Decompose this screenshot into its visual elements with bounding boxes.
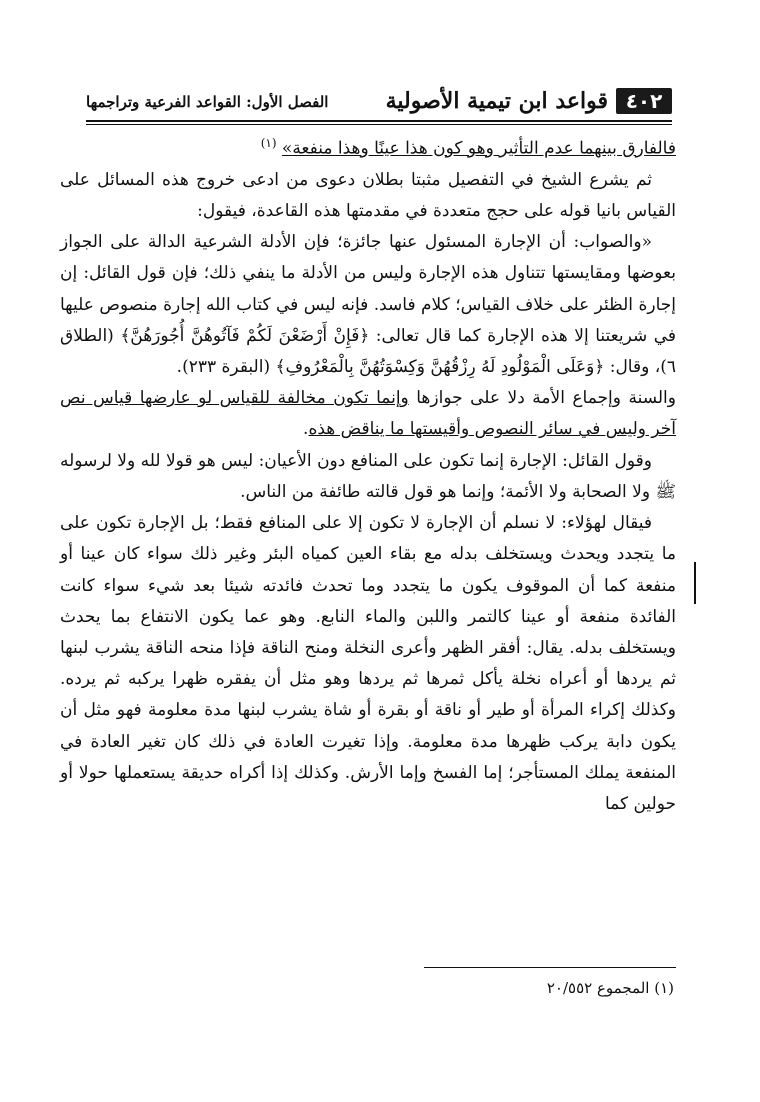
underlined-quote-end: فالفارق بينهما عدم التأثير وهو كون هذا عينًا وهذا منفعة» <box>281 138 676 159</box>
page-number: ٤٠٢ <box>616 88 672 114</box>
header-rule-thin <box>86 124 672 125</box>
body-text <box>60 128 676 820</box>
margin-marker <box>694 562 696 604</box>
sunnah-text: والسنة وإجماع الأمة دلا على جوازها <box>408 388 676 409</box>
footnote: (١) المجموع ٢٠/٥٥٢ <box>546 979 674 997</box>
paragraph-commentary: ثم يشرع الشيخ في التفصيل مثبتا بطلان دعوى من ادعى خروج هذه المسائل على القياس بانيا قوله على حجج متعددة في مقدمتها هذه القاعدة، فيقول: <box>60 169 676 222</box>
paragraph-saying: وقول القائل: الإجارة إنما تكون على المنافع دون الأعيان: ليس هو قولا لله ولا لرسوله ﷺ ولا الصحابة ولا الأئمة؛ وإنما هو قول قالته طائفة من الناس. <box>60 450 676 502</box>
paragraph-continuation <box>60 128 676 165</box>
paragraph-response: فيقال لهؤلاء: لا نسلم أن الإجارة لا تكون إلا على المنافع فقط؛ بل الإجارة تكون على ما يتجدد ويحدث ويستخلف بدله مع بقاء العين كمياه البئر وغير ذلك سواء كان عينا أو منفعة كما أن الموقوف يكون ما يتجدد وما تحدث فائدته شيئا بعد شيء سواء كانت الفائدة منفعة أو عينا كالتمر واللبن والماء النابع. وهو عما يكون الانتفاع بما يحدث ويستخلف بدله. يقال: أفقر الظهر وأعرى النخلة ومنح الناقة فإذا منحه الناقة يشرب لبنها ثم يردها أو أعراه نخلة يأكل ثمرها ثم يردها وهو مثل أن يفقره ظهرا يركبه ثم يرده. وكذلك إكراء المرأة أو طير أو ناقة أو بقرة أو شاة يشرب لبنها مدة معلومة فهو مثل أن يكون دابة يركب ظهرها مدة معلومة. وإذا تغيرت العادة في ذلك كان تغير العادة في المنفعة يملك المستأجر؛ إما الفسخ وإما الأرش. وكذلك إذا أكراه حديقة يستعملها حولا أو حولين كما <box>60 513 677 814</box>
paragraph-quote: «والصواب: أن الإجارة المسئول عنها جائزة؛ فإن الأدلة الشرعية الدالة على الجواز بعوضها ومقايستها تتناول هذه الإجارة وليس من الأدلة ما ينفي ذلك؛ فإن قول القائل: إن إجارة الظئر على خلاف القياس؛ كلام فاسد. فإنه ليس في كتاب الله إجارة منصوص عليها في شريعتنا إلا هذه الإجارة كما قال تعالى: ﴿فَإِنْ أَرْضَعْنَ لَكُمْ فَآتُوهُنَّ أُجُورَهُنَّ﴾ (الطلاق ٦)، وقال: ﴿وَعَلَى الْمَوْلُودِ لَهُ رِزْقُهُنَّ وَكِسْوَتُهُنَّ بِالْمَعْرُوفِ﴾ (البقرة ٢٣٣). <box>60 232 676 378</box>
page-header <box>86 84 672 124</box>
paragraph-sunnah <box>60 383 676 445</box>
footnote-rule <box>424 967 676 968</box>
sunnah-end: . <box>303 419 309 440</box>
book-title: قواعد ابن تيمية الأصولية <box>385 88 608 114</box>
header-rule <box>86 120 672 122</box>
footnote-marker: (١) <box>260 136 277 150</box>
section-title: الفصل الأول: القواعد الفرعية وتراجمها <box>86 93 329 111</box>
underlined-statement: وإنما تكون مخالفة للقياس لو عارضها قياس نص آخر وليس في سائر النصوص وأقيستها ما يناقض هذه <box>60 388 676 440</box>
